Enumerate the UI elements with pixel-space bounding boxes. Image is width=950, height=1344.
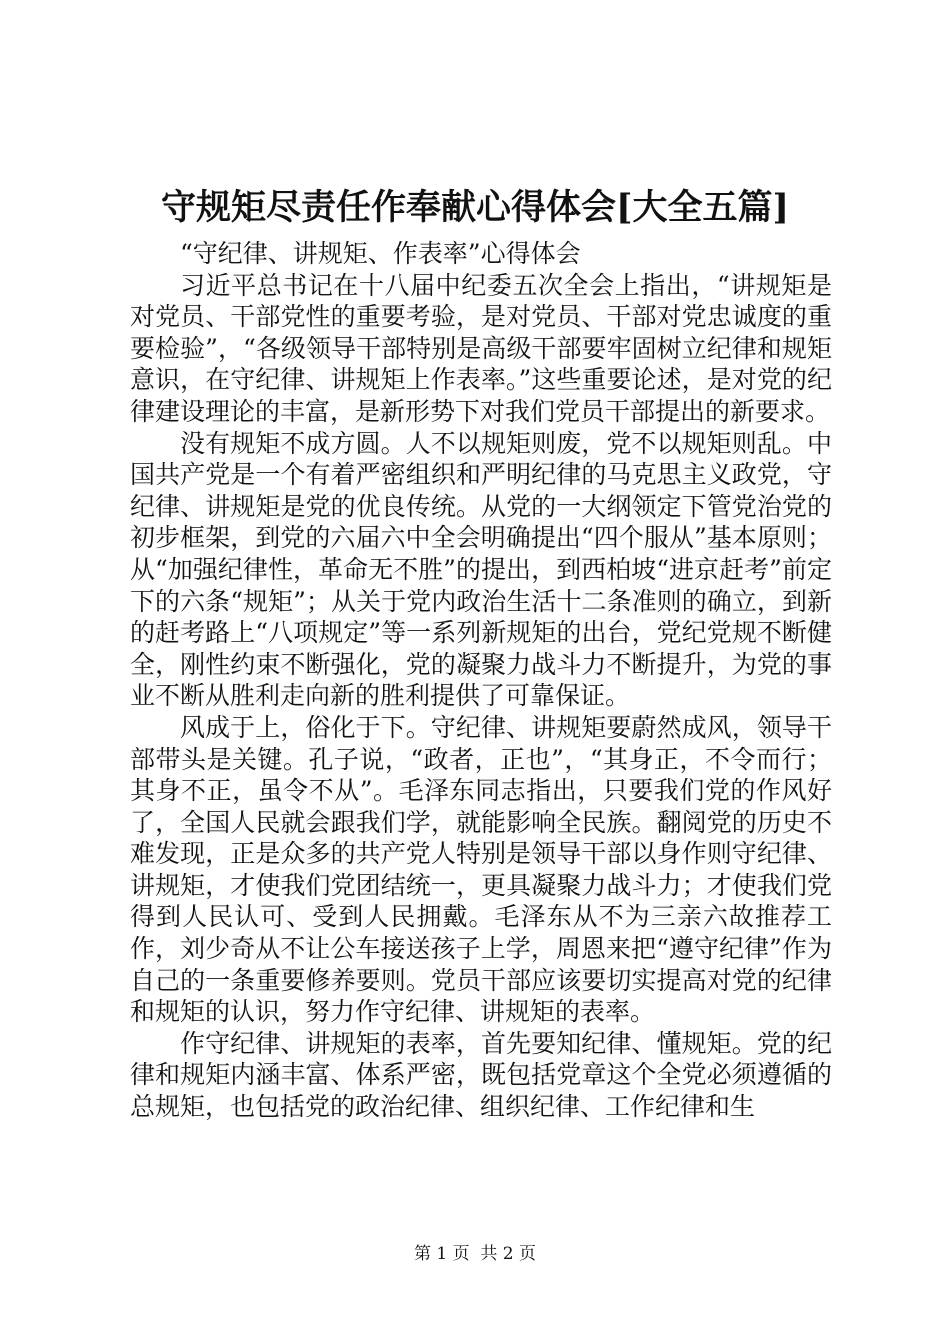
page-number-footer: 第 1 页 共 2 页 (413, 1244, 537, 1264)
paragraph: 作守纪律、讲规矩的表率，首先要知纪律、懂规矩。党的纪律和规矩内涵丰富、体系严密，既包括党章这个全党必须遵循的总规矩，也包括党的政治纪律、组织纪律、工作纪律和生 (130, 1028, 832, 1122)
document-body (130, 238, 832, 1123)
paragraph: 没有规矩不成方圆。人不以规矩则废，党不以规矩则乱。中国共产党是一个有着严密组织和严明纪律的马克思主义政党，守纪律、讲规矩是党的优良传统。从党的一大纲领定下管党治党的初步框架，到党的六届六中全会明确提出“四个服从”基本原则；从“加强纪律性，革命无不胜”的提出，到西柏坡“进京赶考”前定下的六条“规矩”；从关于党内政治生活十二条准则的确立，到新的赶考路上“八项规定”等一系列新规矩的出台，党纪党规不断健全，刚性约束不断强化，党的凝聚力战斗力不断提升，为党的事业不断从胜利走向新的胜利提供了可靠保证。 (130, 428, 832, 711)
document-title: 守规矩尽责任作奉献心得体会[大全五篇] (160, 187, 790, 228)
paragraph-subtitle: “守纪律、讲规矩、作表率”心得体会 (180, 239, 581, 268)
paragraph: 风成于上，俗化于下。守纪律、讲规矩要蔚然成风，领导干部带头是关键。孔子说，“政者，正也”，“其身正，不令而行；其身不正，虽令不从”。毛泽东同志指出，只要我们党的作风好了，全国人民就会跟我们学，就能影响全民族。翻阅党的历史不难发现，正是众多的共产党人特别是领导干部以身作则守纪律、讲规矩，才使我们党团结统一，更具凝聚力战斗力；才使我们党得到人民认可、受到人民拥戴。毛泽东从不为三亲六故推荐工作，刘少奇从不让公车接送孩子上学，周恩来把“遵守纪律”作为自己的一条重要修养要则。党员干部应该要切实提高对党的纪律和规矩的认识，努力作守纪律、讲规矩的表率。 (130, 712, 832, 1027)
paragraph: 习近平总书记在十八届中纪委五次全会上指出，“讲规矩是对党员、干部党性的重要考验，是对党员、干部对党忠诚度的重要检验”，“各级领导干部特别是高级干部要牢固树立纪律和规矩意识，在守纪律、讲规矩上作表率。”这些重要论述，是对党的纪律建设理论的丰富，是新形势下对我们党员干部提出的新要求。 (130, 270, 832, 426)
